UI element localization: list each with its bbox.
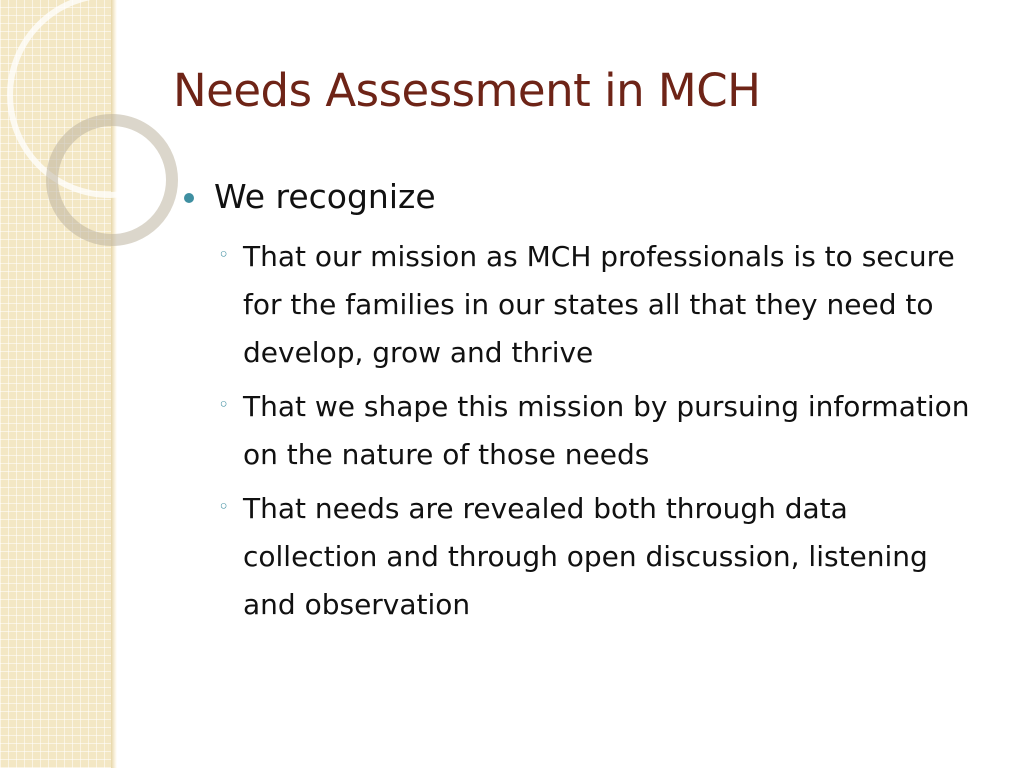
sub-bullet-item: [213, 485, 983, 629]
sub-bullet-item: [213, 233, 983, 377]
bullet-item: [183, 173, 983, 221]
bullet-text: We recognize: [214, 177, 436, 216]
sub-bullet-text: That needs are revealed both through data collection and through open discussion, listening and observation: [243, 492, 928, 621]
slide-title: Needs Assessment in MCH: [173, 64, 761, 117]
decorative-ring-small: [52, 120, 172, 240]
sub-bullet-item: [213, 383, 983, 479]
sub-bullet-text: That our mission as MCH professionals is to secure for the families in our states all that they need to develop, grow and thrive: [243, 240, 955, 369]
hollow-circle-icon: ◦: [218, 244, 230, 266]
decorative-circles: [0, 0, 200, 300]
sub-bullet-text: That we shape this mission by pursuing information on the nature of those needs: [243, 390, 970, 471]
bullet-dot-icon: [184, 193, 194, 203]
hollow-circle-icon: ◦: [218, 496, 230, 518]
hollow-circle-icon: ◦: [218, 394, 230, 416]
slide-body: [183, 173, 983, 635]
sub-bullet-list: [183, 233, 983, 629]
